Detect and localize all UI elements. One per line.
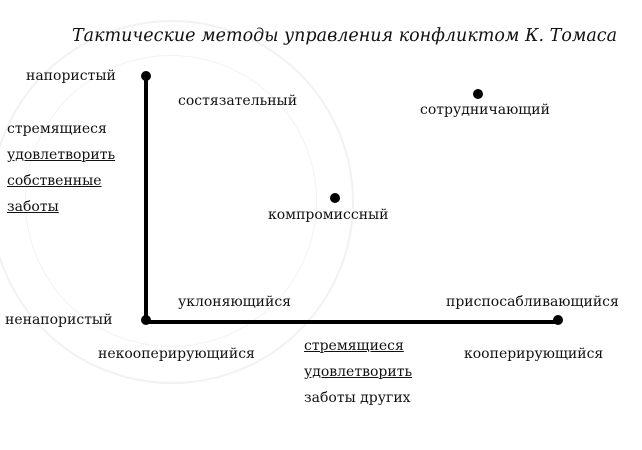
y-axis-line — [144, 74, 148, 324]
x-axis-description-line-1: стремящиеся — [304, 338, 404, 354]
avoiding-label: уклоняющийся — [178, 294, 292, 310]
y-axis-top-label: напористый — [26, 68, 116, 84]
compromising-label: компромиссный — [268, 207, 389, 223]
y-axis-description-line-2: удовлетворить — [7, 147, 116, 163]
y-axis-description-line-3: собственные — [7, 173, 102, 189]
collaborating-dot — [473, 89, 483, 99]
y-axis-description-line-4: заботы — [7, 199, 59, 215]
x-axis-description-line-3: заботы других — [304, 390, 411, 406]
x-axis-right-label: кооперирующийся — [464, 346, 604, 362]
y-axis-description-line-1: стремящиеся — [7, 121, 107, 137]
collaborating-label: сотрудничающий — [420, 102, 550, 118]
origin-dot — [141, 315, 151, 325]
x-axis-description-line-2: удовлетворить — [304, 364, 413, 380]
compromising-dot — [330, 193, 340, 203]
competing-label: состязательный — [178, 93, 298, 109]
y-axis-bottom-label: ненапористый — [5, 312, 113, 328]
x-axis-line — [144, 320, 560, 324]
y-axis-top-dot — [141, 71, 151, 81]
x-axis-left-label: некооперирующийся — [98, 346, 255, 362]
diagram-title: Тактические методы управления конфликтом К. Томаса — [72, 26, 618, 46]
x-axis-end-dot — [553, 315, 563, 325]
accommodating-label: приспосабливающийся — [446, 294, 619, 310]
